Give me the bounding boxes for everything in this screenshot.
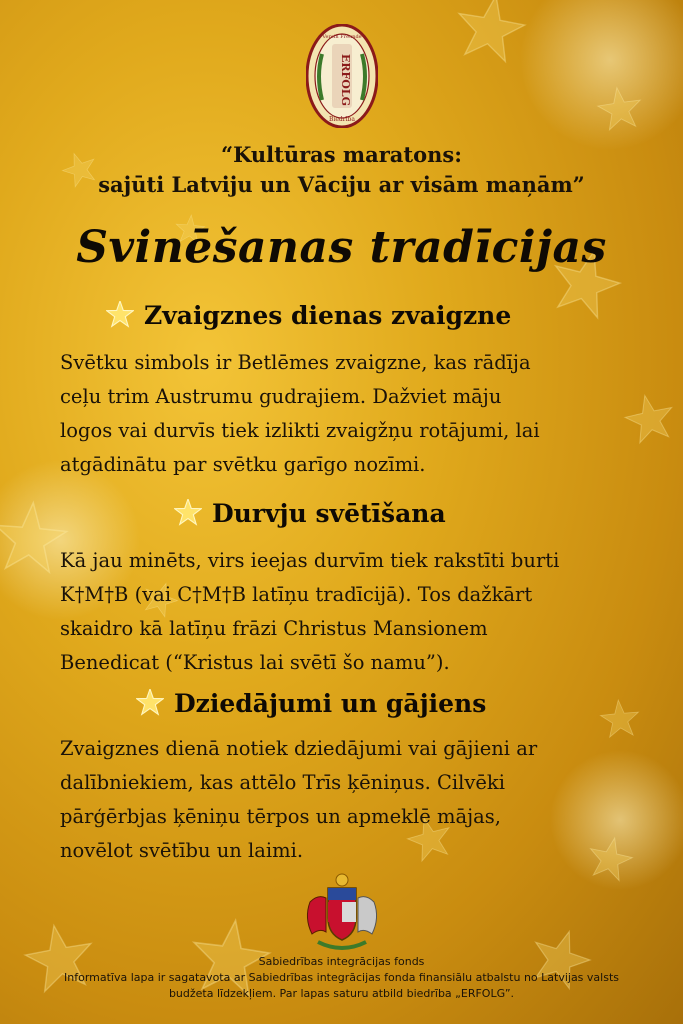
section-text-2 bbox=[60, 544, 660, 680]
text-line: K†M†B (vai C†M†B latīņu tradīcijā). Tos dažkārt bbox=[60, 583, 533, 606]
page-title: Svinēšanas tradīcijas bbox=[76, 222, 607, 273]
section-heading-1 bbox=[106, 298, 511, 332]
text-line: skaidro kā latīņu frāzi Christus Mansionem bbox=[60, 617, 488, 640]
footer-line-1: Informatīva lapa ir sagatavota ar Sabiedrības integrācijas fonda finansiālu atbalstu no Latvijas valsts bbox=[64, 971, 619, 984]
section-title: Zvaigznes dienas zvaigzne bbox=[144, 300, 512, 330]
text-line: Kā jau minēts, virs ieejas durvīm tiek rakstīti burti bbox=[60, 549, 560, 572]
erfolg-logo bbox=[306, 24, 378, 128]
text-line: novēlot svētību un laimi. bbox=[60, 839, 304, 862]
text-line: Benedicat (“Kristus lai svētī šo namu”). bbox=[60, 651, 450, 674]
text-line: Svētku simbols ir Betlēmes zvaigzne, kas rādīja bbox=[60, 351, 531, 374]
logo-text-center: ERFOLG bbox=[339, 53, 352, 107]
section-title: Dziedājumi un gājiens bbox=[174, 688, 487, 718]
subtitle-line-2: sajūti Latviju un Vāciju ar visām maņām” bbox=[98, 172, 585, 197]
star-icon bbox=[106, 301, 134, 329]
logo-text-bottom: Biedrība bbox=[329, 116, 355, 123]
text-line: logos vai durvīs tiek izlikti zvaigžņu rotājumi, lai bbox=[60, 419, 540, 442]
star-icon bbox=[136, 689, 164, 717]
section-heading-2 bbox=[174, 496, 446, 530]
latvia-coat-of-arms-icon bbox=[298, 872, 386, 954]
text-line: atgādinātu par svētku garīgo nozīmi. bbox=[60, 453, 426, 476]
text-line: dalībniekiem, kas attēlo Trīs ķēniņus. Cilvēki bbox=[60, 771, 505, 794]
logo-text-top: Verein Freunde bbox=[322, 34, 362, 40]
footer-line-2: budžeta līdzekļiem. Par lapas saturu atbild biedrība „ERFOLG”. bbox=[168, 987, 515, 1000]
subtitle-line-1: “Kultūras maratons: bbox=[221, 142, 462, 167]
section-text-1 bbox=[60, 346, 660, 482]
text-line: pārģērbjas ķēniņu tērpos un apmeklē mājas, bbox=[60, 805, 501, 828]
section-title: Durvju svētīšana bbox=[212, 498, 446, 528]
text-line: Zvaigznes dienā notiek dziedājumi vai gājieni ar bbox=[60, 737, 538, 760]
text-line: ceļu trim Austrumu gudrajiem. Dažviet māju bbox=[60, 385, 502, 408]
footer-fund-name: Sabiedrības integrācijas fonds bbox=[258, 955, 425, 968]
section-heading-3 bbox=[136, 686, 486, 720]
section-text-3 bbox=[60, 732, 660, 868]
star-icon bbox=[174, 499, 202, 527]
